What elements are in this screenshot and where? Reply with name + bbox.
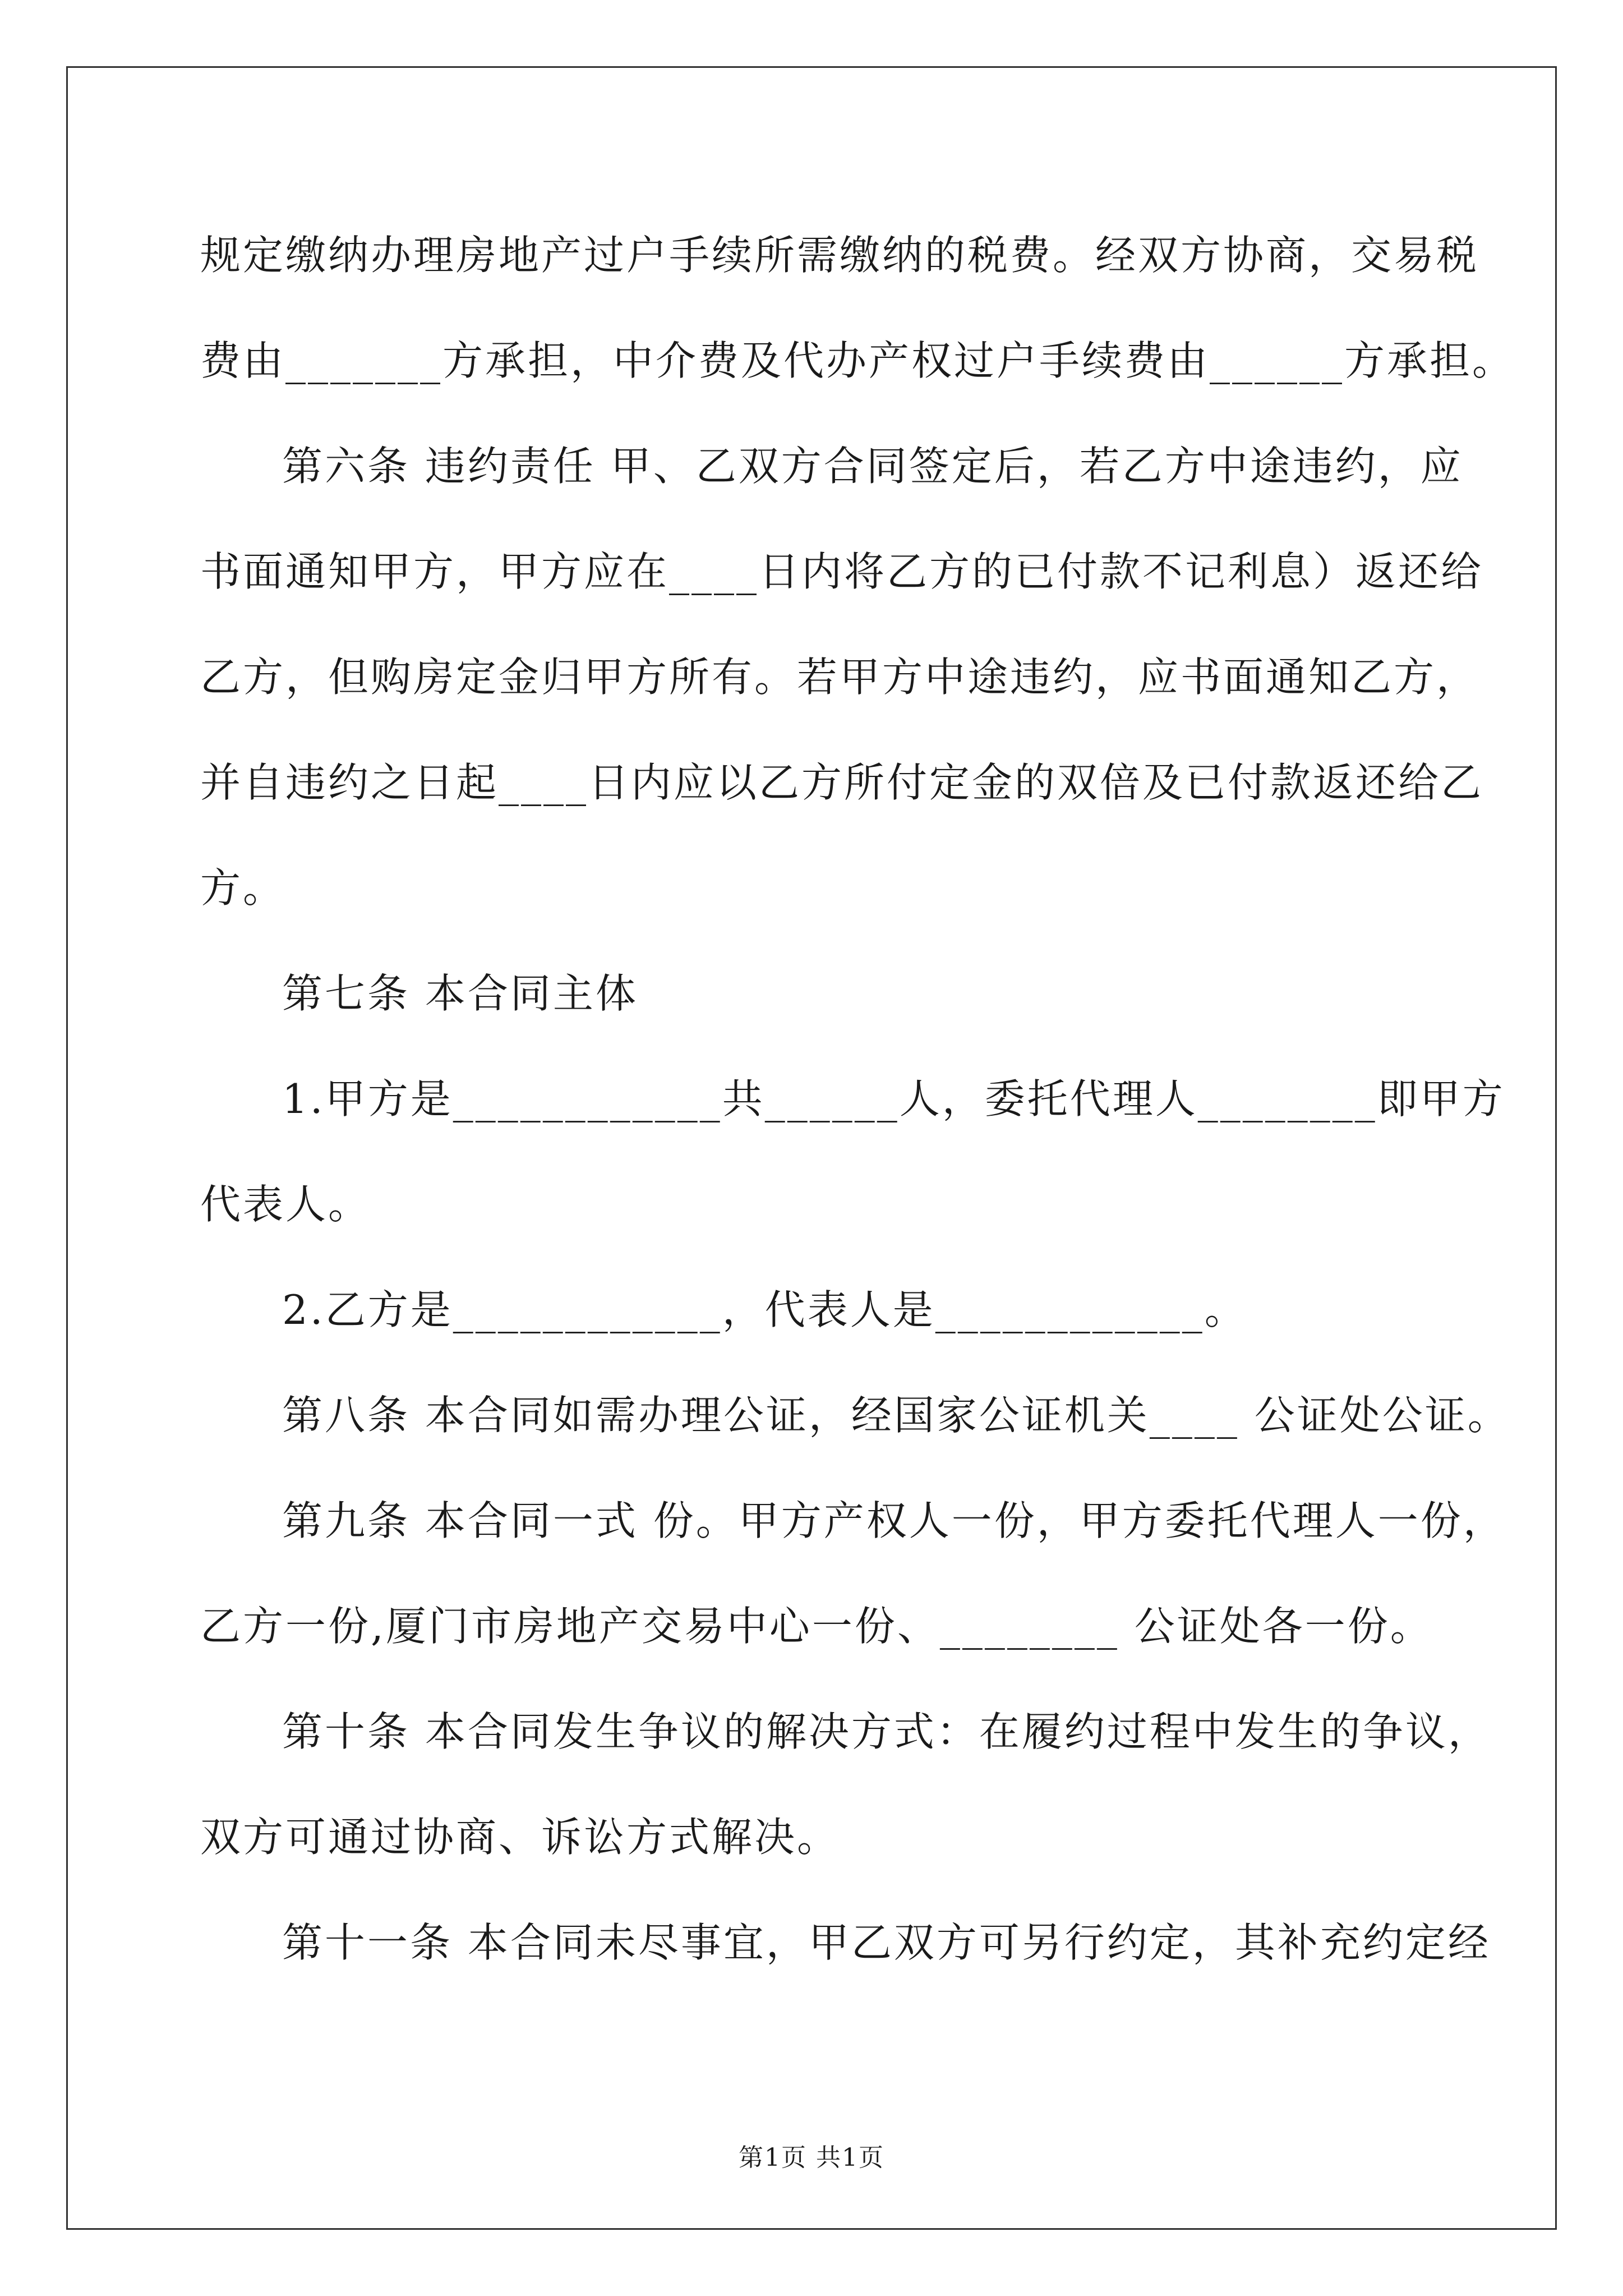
- article-6-heading: 第六条 违约责任 甲、乙双方合同签定后，若乙方中途违约，应: [282, 443, 1463, 490]
- text-line: 书面通知甲方，甲方应在____日内将乙方的已付款不记利息）返还给: [200, 548, 1484, 595]
- text-line: 并自违约之日起____日内应以乙方所付定金的双倍及已付款返还给乙: [200, 759, 1484, 806]
- page-footer: 第1页 共1页: [739, 2143, 884, 2172]
- article-7-heading: 第七条 本合同主体: [282, 970, 638, 1017]
- text-line: 规定缴纳办理房地产过户手续所需缴纳的税费。经双方协商，交易税: [200, 232, 1479, 279]
- text-line: 方。: [200, 864, 286, 912]
- text-line: 双方可通过协商、诉讼方式解决。: [200, 1814, 840, 1861]
- party-a-line: 1.甲方是____________共______人，委托代理人________即甲方: [282, 1075, 1505, 1122]
- text-line: 费由_______方承担，中介费及代办产权过户手续费由______方承担。: [200, 337, 1515, 384]
- text-line: 乙方，但购房定金归甲方所有。若甲方中途违约，应书面通知乙方，: [200, 654, 1479, 701]
- article-9-line: 第九条 本合同一式 份。甲方产权人一份，甲方委托代理人一份，: [282, 1497, 1506, 1544]
- article-10-line: 第十条 本合同发生争议的解决方式：在履约过程中发生的争议，: [282, 1708, 1491, 1755]
- article-11-line: 第十一条 本合同未尽事宜，甲乙双方可另行约定，其补充约定经: [282, 1919, 1491, 1966]
- text-line: 代表人。: [200, 1181, 371, 1228]
- party-b-line: 2.乙方是____________，代表人是____________。: [282, 1286, 1247, 1333]
- text-line: 乙方一份,厦门市房地产交易中心一份、________ 公证处各一份。: [200, 1603, 1433, 1650]
- article-8-line: 第八条 本合同如需办理公证，经国家公证机关____ 公证处公证。: [282, 1392, 1510, 1439]
- document-body: [200, 213, 1515, 2006]
